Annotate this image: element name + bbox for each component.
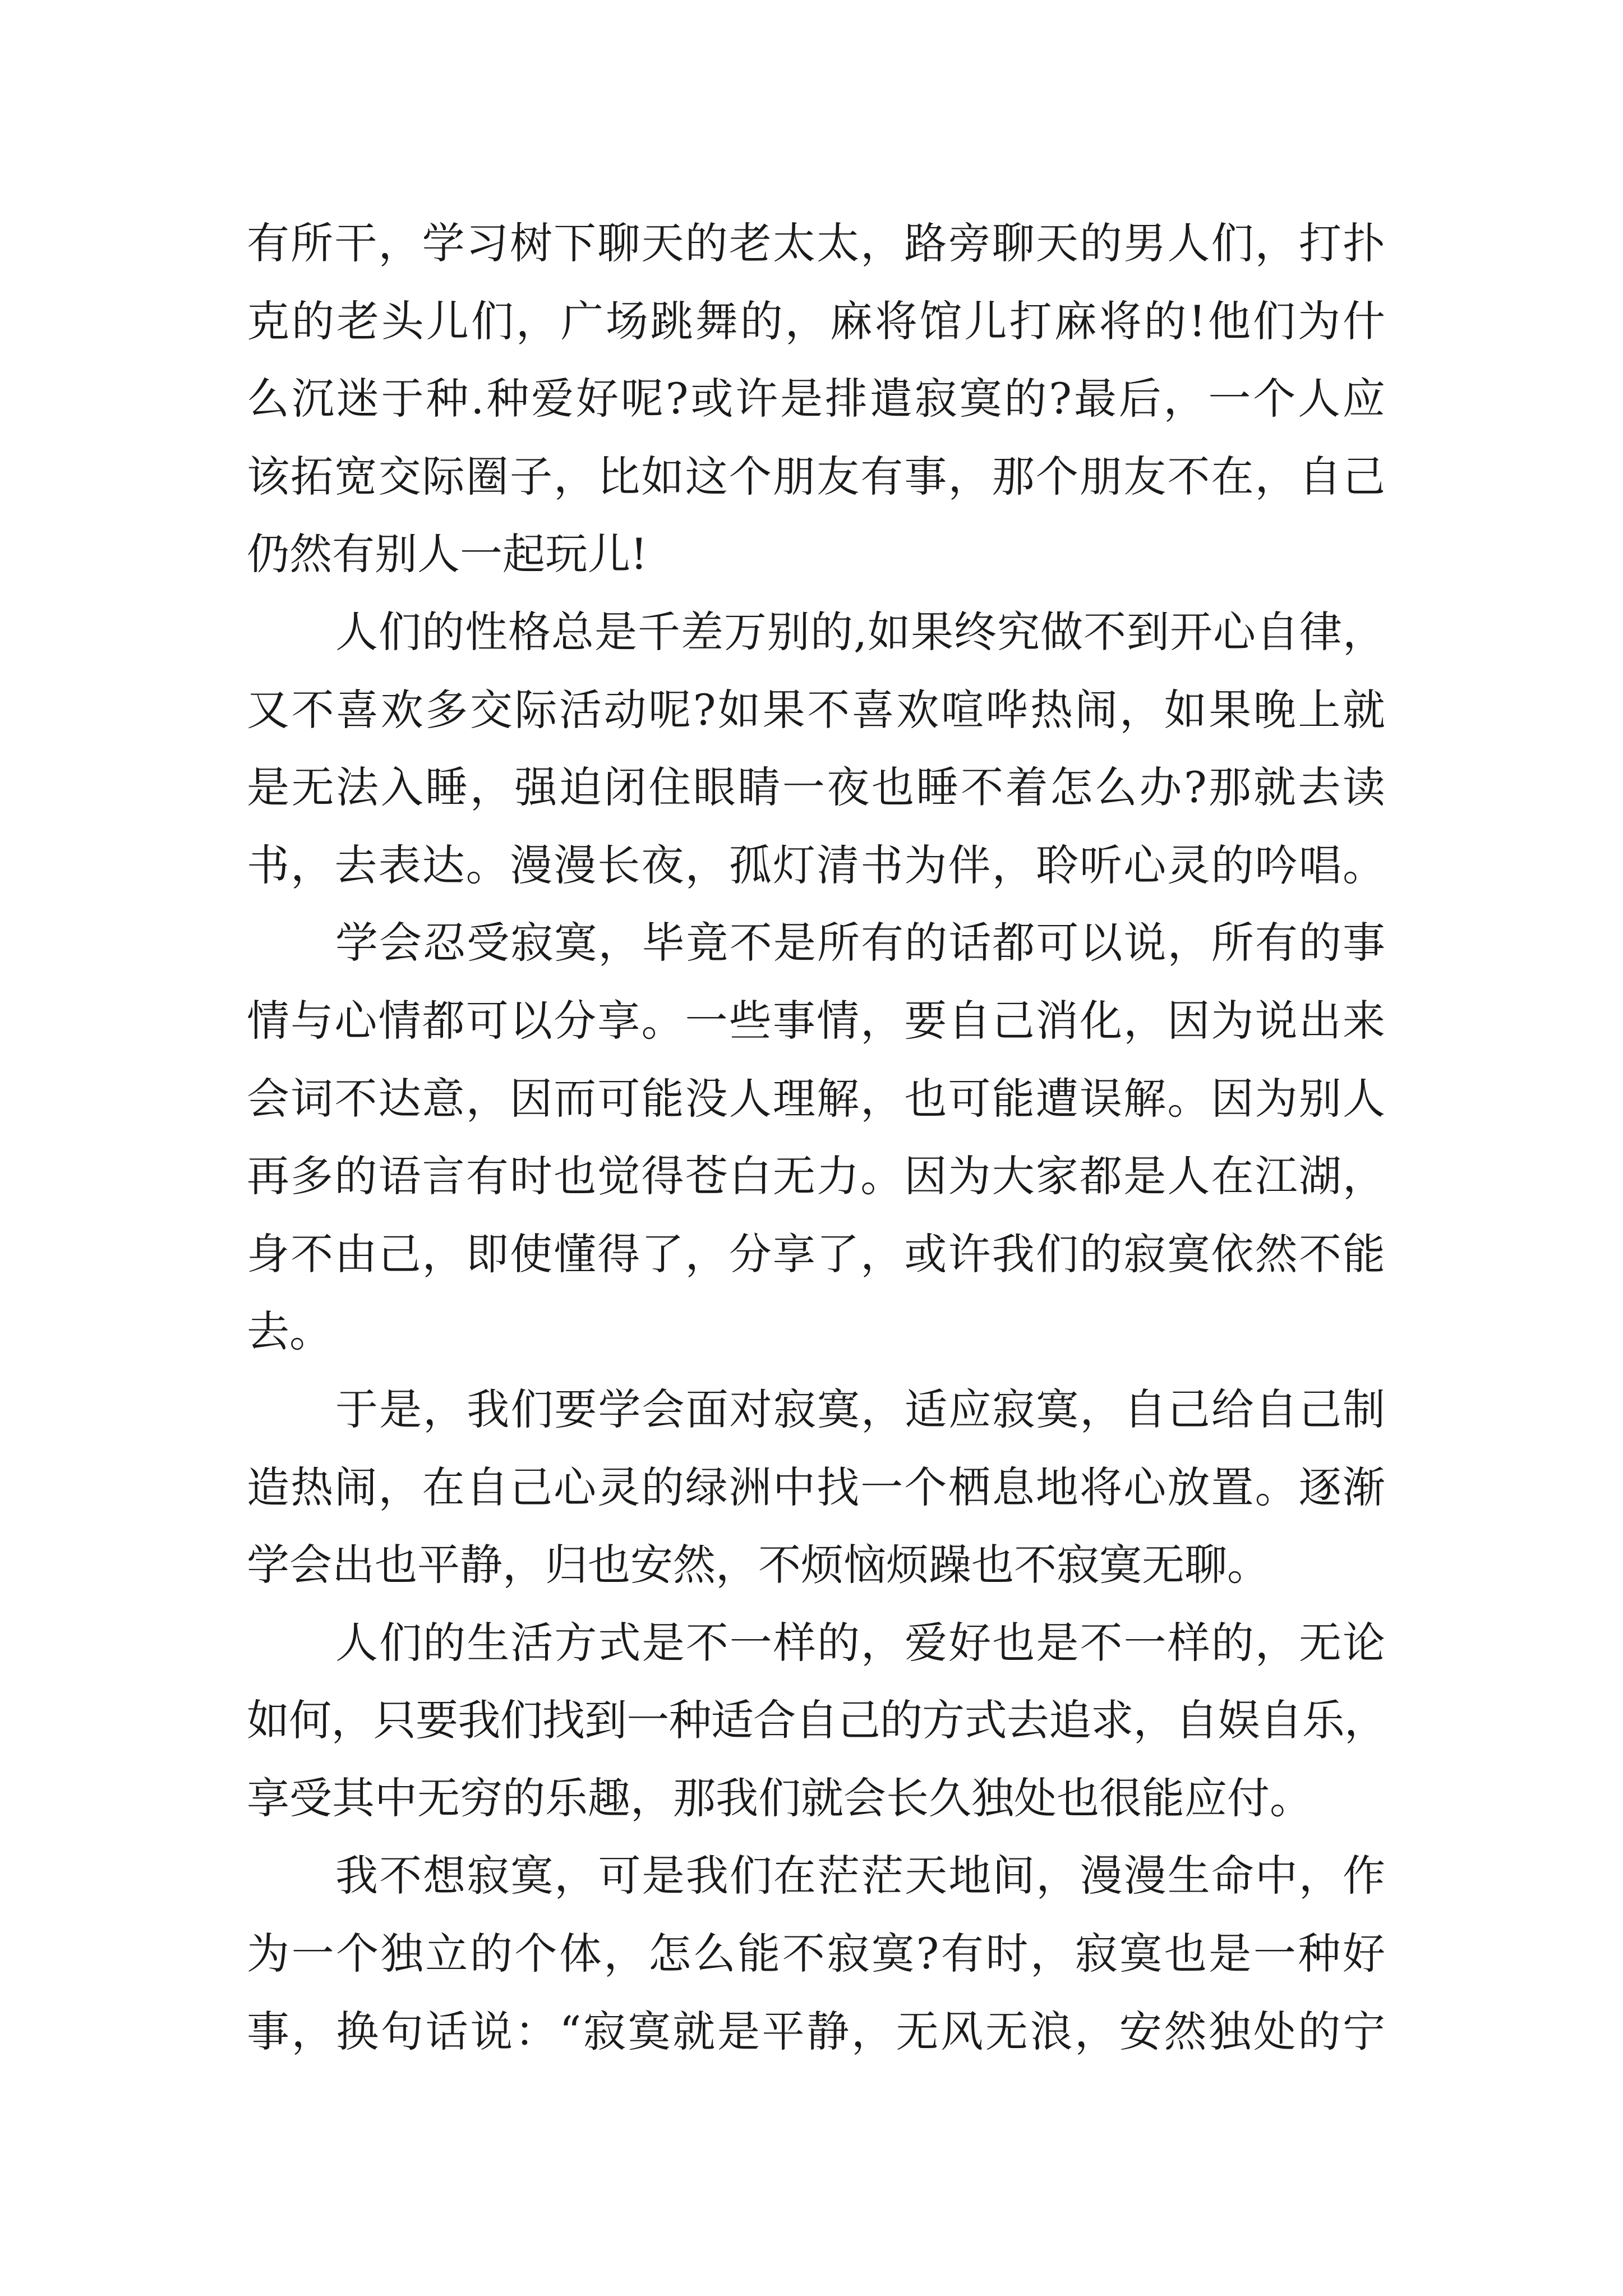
- text-line: 造热闹，在自己心灵的绿洲中找一个栖息地将心放置。逐渐: [247, 1462, 1385, 1512]
- text-line: 又不喜欢多交际活动呢?如果不喜欢喧哗热闹，如果晚上就: [247, 684, 1385, 735]
- text-line: 于是，我们要学会面对寂寞，适应寂寞，自己给自己制: [335, 1384, 1385, 1434]
- text-line: 书，去表达。漫漫长夜，孤灯清书为伴，聆听心灵的吟唱。: [247, 840, 1385, 890]
- text-line: 学会出也平静，归也安然，不烦恼烦躁也不寂寞无聊。: [247, 1540, 1270, 1590]
- text-line: 该拓宽交际圈子，比如这个朋友有事，那个朋友不在，自己: [247, 451, 1385, 501]
- text-line: 是无法入睡，强迫闭住眼睛一夜也睡不着怎么办?那就去读: [247, 762, 1385, 813]
- text-line: 学会忍受寂寞，毕竟不是所有的话都可以说，所有的事: [335, 918, 1385, 968]
- paragraph: [247, 1604, 1385, 1838]
- paragraph: [247, 1837, 1385, 2070]
- paragraph: [247, 1371, 1385, 1604]
- text-line: 人们的生活方式是不一样的，爱好也是不一样的，无论: [335, 1617, 1385, 1668]
- text-line: 么沉迷于种.种爱好呢?或许是排遣寂寞的?最后，一个人应: [247, 374, 1385, 424]
- text-line: 克的老头儿们，广场跳舞的，麻将馆儿打麻将的!他们为什: [247, 296, 1385, 346]
- text-line: 去。: [247, 1306, 332, 1357]
- text-line: 会词不达意，因而可能没人理解，也可能遭误解。因为别人: [247, 1073, 1385, 1124]
- text-line: 情与心情都可以分享。一些事情，要自己消化，因为说出来: [247, 995, 1385, 1046]
- text-line: 仍然有别人一起玩儿!: [247, 529, 648, 579]
- text-line: 身不由己，即使懂得了，分享了，或许我们的寂寞依然不能: [247, 1228, 1385, 1279]
- text-line: 有所干，学习树下聊天的老太太，路旁聊天的男人们，打扑: [247, 218, 1385, 268]
- body-text: [247, 205, 1385, 2070]
- paragraph: [247, 205, 1385, 593]
- text-line: 人们的性格总是千差万别的,如果终究做不到开心自律，: [335, 606, 1385, 657]
- text-line: 为一个独立的个体，怎么能不寂寞?有时，寂寞也是一种好: [247, 1929, 1385, 1979]
- text-line: 再多的语言有时也觉得苍白无力。因为大家都是人在江湖，: [247, 1151, 1385, 1202]
- text-line: 享受其中无穷的乐趣，那我们就会长久独处也很能应付。: [247, 1773, 1312, 1823]
- text-line: 如何，只要我们找到一种适合自己的方式去追求，自娱自乐，: [247, 1695, 1385, 1746]
- paragraph: [247, 593, 1385, 904]
- paragraph: [247, 904, 1385, 1371]
- text-line: 事，换句话说：“寂寞就是平静，无风无浪，安然独处的宁: [247, 2006, 1385, 2056]
- text-line: 我不想寂寞，可是我们在茫茫天地间，漫漫生命中，作: [335, 1851, 1385, 1901]
